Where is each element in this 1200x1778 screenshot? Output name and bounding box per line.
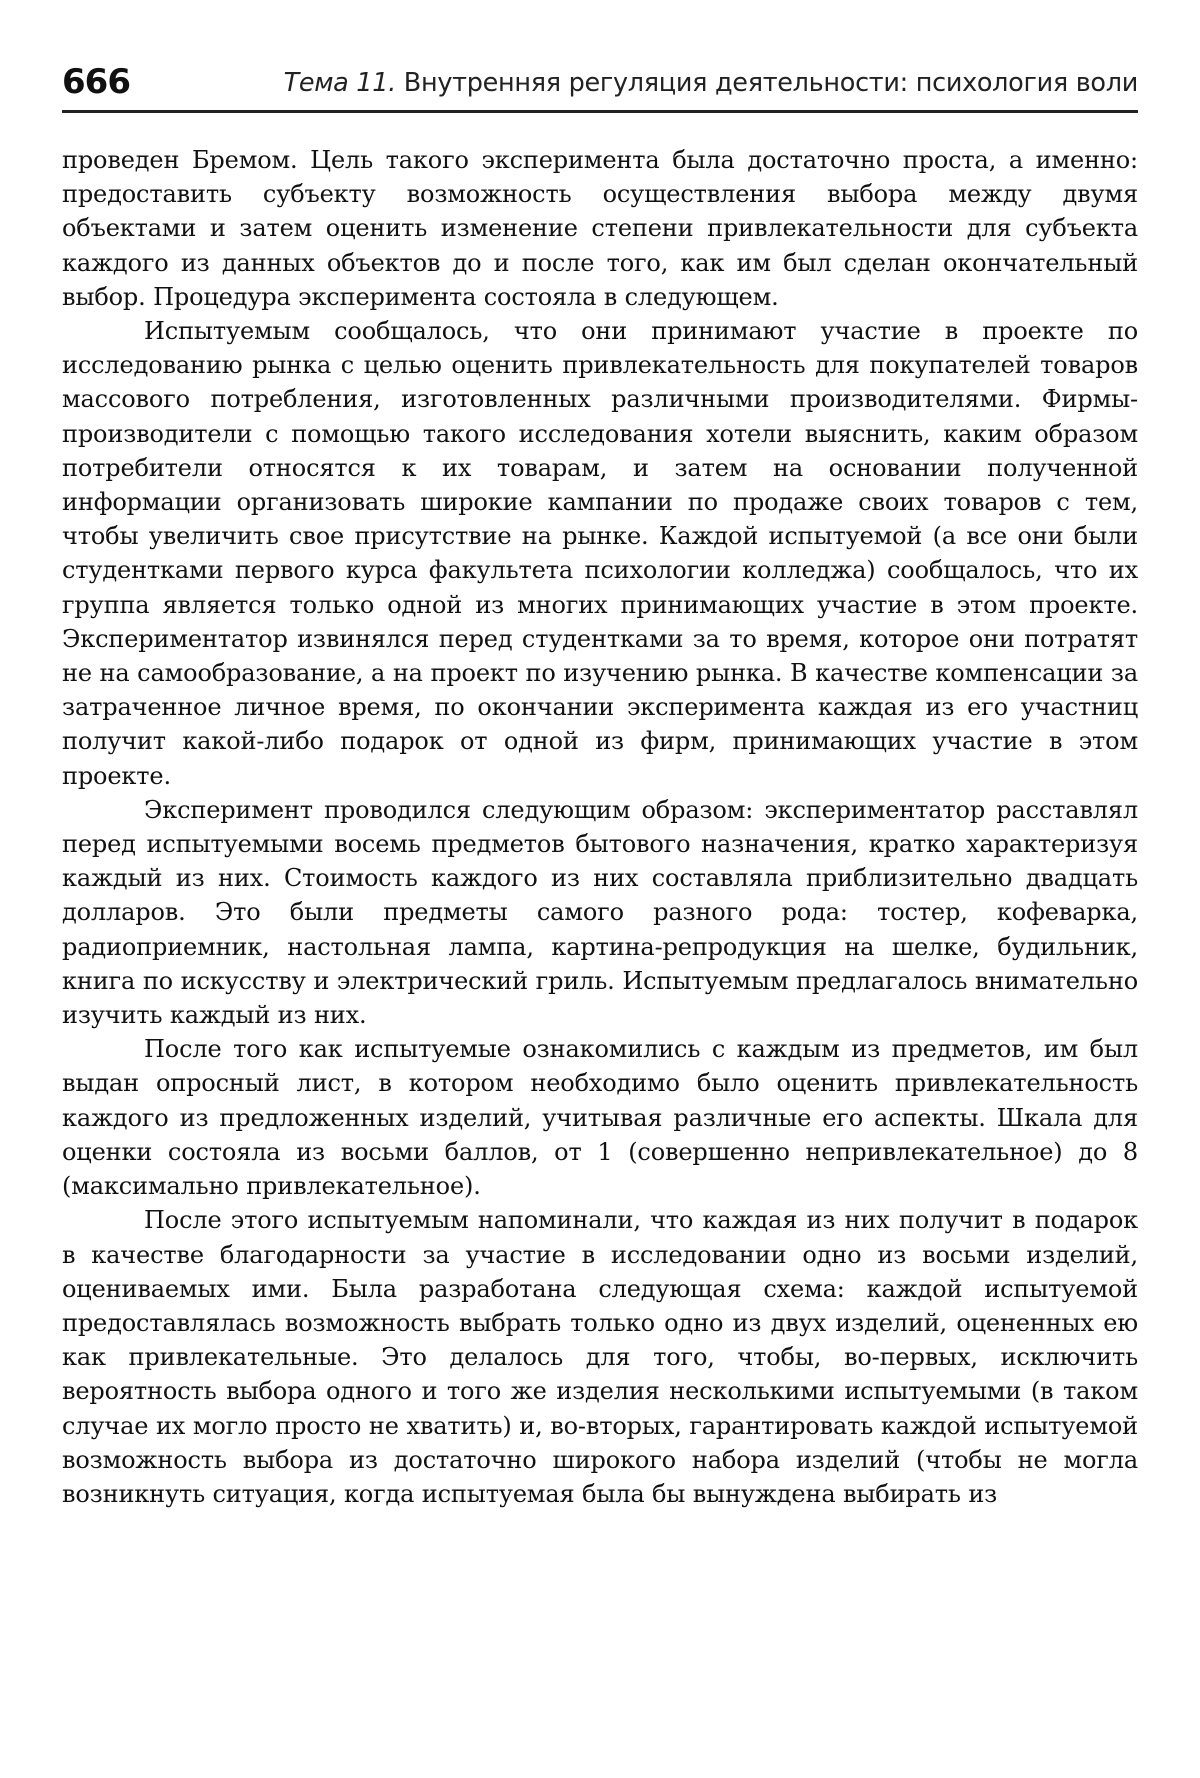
chapter-title: Внутренняя регуляция деятельности: психология воли xyxy=(403,68,1138,98)
topic-label: Тема 11. xyxy=(283,68,396,98)
paragraph: После того как испытуемые ознакомились с каждым из предметов, им был выдан опросный лист, в котором необходимо было оценить привлекательность каждого из предложенных изделий, учитывая различные его аспекты. Шкала для оценки состояла из восьми баллов, от 1 (совершенно непривлекательное) до 8 (максимально привлекательное). xyxy=(62,1035,1138,1201)
running-title xyxy=(284,68,1138,98)
running-header xyxy=(62,58,1138,113)
paragraph: Испытуемым сообщалось, что они принимают участие в проекте по исследованию рынка с целью оценить привлекательность для покупателей товаров массового потребления, изготовленных различными производителями. Фирмы-производители с помощью такого исследования хотели выяснить, каким образом потребители относятся к их товарам, и затем на основании полученной информации организовать широкие кампании по продаже своих товаров с тем, чтобы увеличить свое присутствие на рынке. Каждой испытуемой (а все они были студентками первого курса факультета психологии колледжа) сообщалось, что их группа является только одной из многих принимающих участие в этом проекте. Экспериментатор извинялся перед студентками за то время, которое они потратят не на самообразование, а на проект по изучению рынка. В качестве компенсации за затраченное личное время, по окончании эксперимента каждая из его участниц получит какой-либо подарок от одной из фирм, принимающих участие в этом проекте. xyxy=(62,317,1138,790)
paragraph: проведен Бремом. Цель такого эксперимента была достаточно проста, а именно: предоставить субъекту возможность осуществления выбора между двумя объектами и затем оценить изменение степени привлекательности для субъекта каждого из данных объектов до и после того, как им был сделан окончательный выбор. Процедура эксперимента состояла в следующем. xyxy=(62,146,1138,311)
paragraph: После этого испытуемым напоминали, что каждая из них получит в подарок в качестве благодарности за участие в исследовании одно из восьми изделий, оцениваемых ими. Была разработана следующая схема: каждой испытуемой предоставлялась возможность выбрать только одно из двух изделий, оцененных ею как привлекательные. Это делалось для того, чтобы, во-первых, исключить вероятность выбора одного и того же изделия несколькими испытуемыми (в таком случае их могло просто не хватить) и, во-вторых, гарантировать каждой испытуемой возможность выбора из достаточно широкого набора изделий (чтобы не могла возникнуть ситуация, когда испытуемая была бы вынуждена выбирать из xyxy=(62,1206,1138,1508)
page-number: 666 xyxy=(62,62,130,102)
body-text xyxy=(62,143,1138,1511)
paragraph: Эксперимент проводился следующим образом: экспериментатор расставлял перед испытуемыми восемь предметов бытового назначения, кратко характеризуя каждый из них. Стоимость каждого из них составляла приблизительно двадцать долларов. Это были предметы самого разного рода: тостер, кофеварка, радиоприемник, настольная лампа, картина-репродукция на шелке, будильник, книга по искусству и электрический гриль. Испытуемым предлагалось внимательно изучить каждый из них. xyxy=(62,795,1138,1030)
book-page xyxy=(62,58,1138,1511)
